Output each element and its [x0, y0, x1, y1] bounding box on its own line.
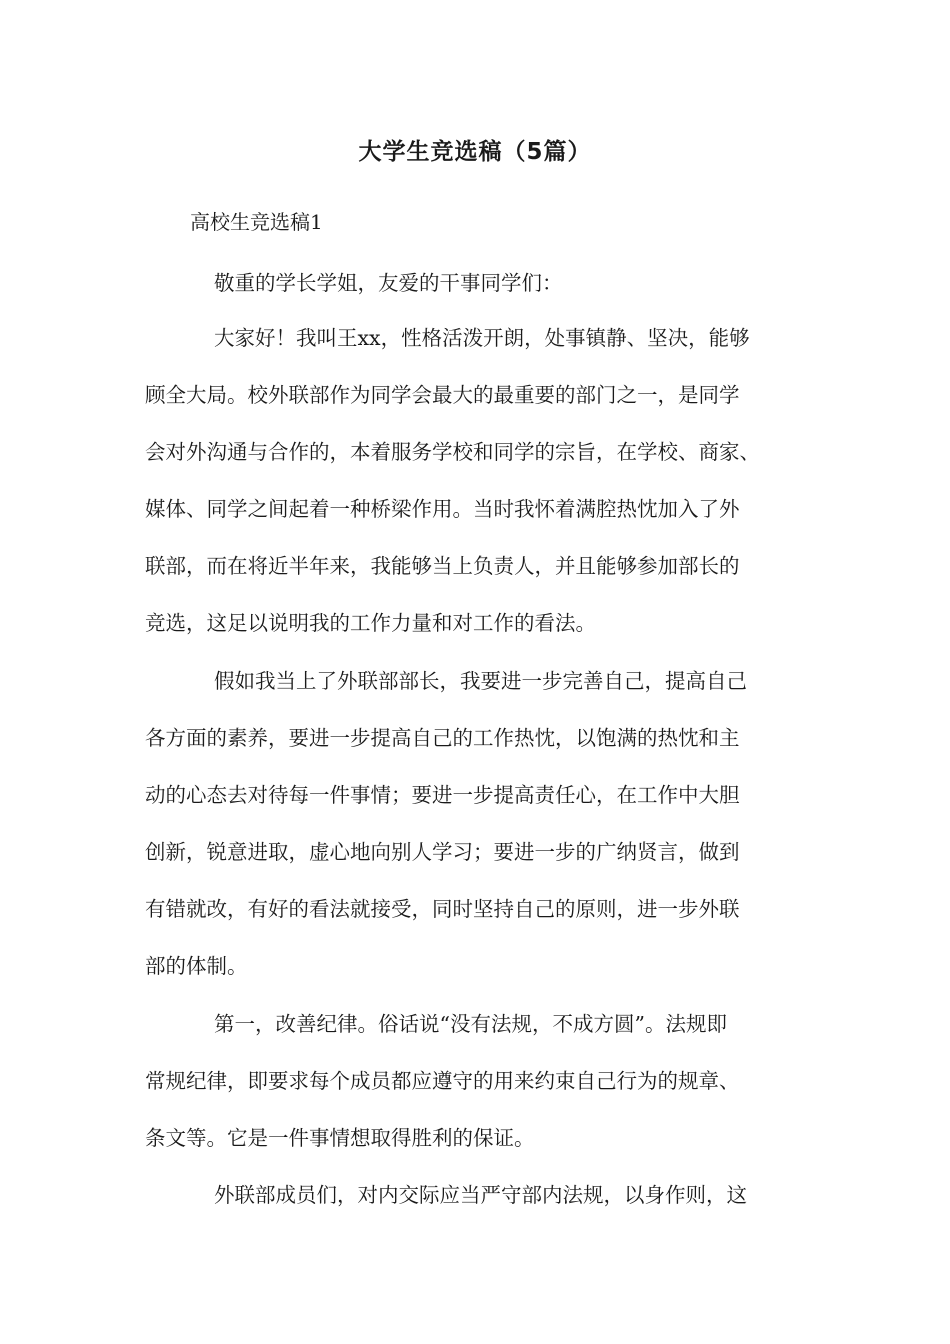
document-title: 大学生竞选稿（5篇）: [358, 139, 592, 165]
paragraph-line: 第一，改善纪律。俗话说“没有法规，不成方圆”。法规即: [214, 1012, 727, 1036]
paragraph-line: 敬重的学长学姐，友爱的干事同学们：: [214, 271, 563, 295]
paragraph-line: 顾全大局。校外联部作为同学会最大的最重要的部门之一，是同学: [145, 383, 740, 407]
paragraph-line: 常规纪律，即要求每个成员都应遵守的用来约束自己行为的规章、: [145, 1069, 740, 1093]
paragraph-line: 条文等。它是一件事情想取得胜利的保证。: [145, 1126, 535, 1150]
paragraph-line: 联部，而在将近半年来，我能够当上负责人，并且能够参加部长的: [145, 554, 740, 578]
paragraph-line: 竞选，这足以说明我的工作力量和对工作的看法。: [145, 611, 596, 635]
paragraph-line: 各方面的素养，要进一步提高自己的工作热忱，以饱满的热忱和主: [145, 726, 740, 750]
paragraph-line: 创新，锐意进取，虚心地向别人学习；要进一步的广纳贤言，做到: [145, 840, 740, 864]
paragraph-line: 有错就改，有好的看法就接受，同时坚持自己的原则，进一步外联: [145, 897, 740, 921]
paragraph-line: 假如我当上了外联部部长，我要进一步完善自己，提高自己: [214, 669, 747, 693]
paragraph-line: 外联部成员们，对内交际应当严守部内法规，以身作则，这: [214, 1183, 747, 1207]
paragraph-line: 媒体、同学之间起着一种桥梁作用。当时我怀着满腔热忱加入了外: [145, 497, 740, 521]
paragraph-line: 动的心态去对待每一件事情；要进一步提高责任心，在工作中大胆: [145, 783, 740, 807]
paragraph-line: 会对外沟通与合作的，本着服务学校和同学的宗旨，在学校、商家、: [145, 440, 760, 464]
paragraph-line: 部的体制。: [145, 954, 248, 978]
paragraph-line: 大家好！我叫王xx，性格活泼开朗，处事镇静、坚决，能够: [214, 326, 750, 350]
section-heading: 高校生竞选稿1: [190, 210, 323, 234]
